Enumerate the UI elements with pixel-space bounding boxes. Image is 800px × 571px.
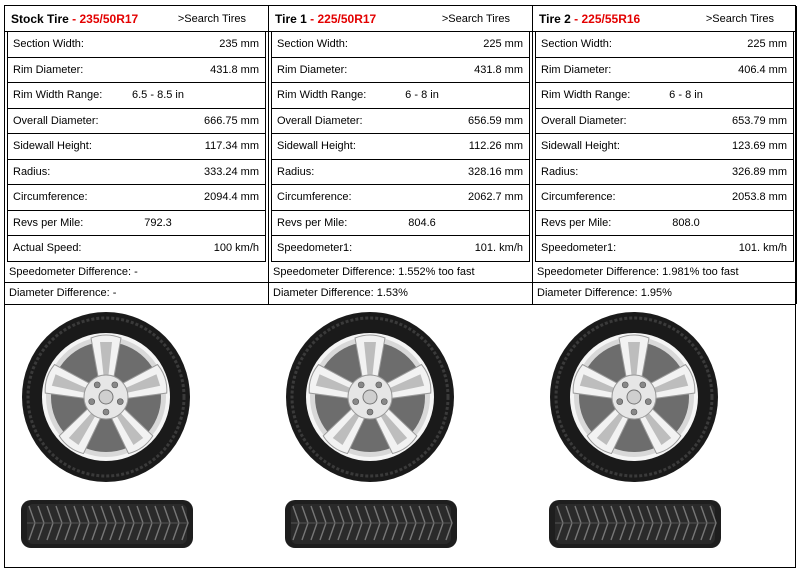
spec-label: Revs per Mile: — [277, 216, 348, 229]
spec-value: 6 - 8 in — [405, 89, 439, 101]
spec-label: Overall Diameter: — [541, 114, 627, 127]
spec-value: 792.3 — [144, 216, 172, 229]
spec-label: Rim Width Range: — [277, 89, 367, 101]
spec-row — [535, 160, 794, 186]
spec-row — [7, 236, 266, 262]
column-title: Tire 2 - 225/55R16 — [539, 12, 641, 26]
spec-value: 804.6 — [408, 216, 436, 229]
spec-row — [7, 83, 266, 109]
spec-row — [535, 211, 794, 237]
diameter-difference-text: Diameter Difference: - — [9, 286, 117, 299]
spec-label: Sidewall Height: — [13, 140, 92, 152]
spec-value: 808.0 — [672, 216, 700, 229]
spec-row — [535, 83, 794, 109]
tire-tread-icon — [283, 498, 459, 550]
column-header — [269, 6, 532, 32]
diameter-difference — [5, 283, 268, 303]
spec-row — [271, 134, 530, 160]
spec-row — [535, 236, 794, 262]
spec-value: 656.59 mm — [467, 114, 523, 127]
speedometer-difference — [533, 262, 796, 283]
column-title: Tire 1 - 225/50R17 — [275, 12, 377, 26]
spec-row — [535, 109, 794, 135]
spec-label: Radius: — [277, 165, 315, 178]
tire-tread-icon — [547, 498, 723, 550]
spec-value: 666.75 mm — [203, 114, 259, 127]
spec-value: 100 km/h — [213, 242, 259, 254]
speedometer-difference-text: Speedometer Difference: 1.552% too fast — [273, 265, 475, 278]
spec-row — [271, 109, 530, 135]
spec-label: Overall Diameter: — [277, 114, 363, 127]
spec-row — [271, 185, 530, 211]
spec-label: Revs per Mile: — [541, 216, 612, 229]
spec-value: 112.26 mm — [468, 140, 523, 152]
speedometer-difference — [5, 262, 268, 283]
spec-row — [7, 134, 266, 160]
spec-row — [7, 32, 266, 58]
column-title: Stock Tire - 235/50R17 — [11, 12, 139, 26]
tire-images-panel — [5, 304, 795, 567]
spec-label: Speedometer1: — [541, 242, 617, 254]
spec-label: Section Width: — [277, 38, 348, 50]
spec-row — [535, 58, 794, 84]
column-header — [5, 6, 268, 32]
spec-value: 326.89 mm — [731, 165, 787, 178]
speedometer-difference-text: Speedometer Difference: 1.981% too fast — [537, 265, 739, 278]
spec-label: Rim Width Range: — [13, 89, 103, 101]
spec-label: Radius: — [13, 165, 51, 178]
spec-label: Rim Diameter: — [541, 63, 612, 76]
tire-title-label: Tire 2 — [539, 12, 571, 26]
spec-value: 235 mm — [219, 38, 259, 50]
spec-value: 123.69 mm — [731, 140, 787, 152]
spec-value: 431.8 mm — [210, 63, 259, 76]
tire-size-label: 225/55R16 — [581, 12, 641, 26]
spec-value: 101. km/h — [738, 242, 787, 254]
spec-row — [7, 160, 266, 186]
spec-row — [7, 185, 266, 211]
spec-label: Circumference: — [541, 191, 616, 203]
spec-value: 2053.8 mm — [731, 191, 787, 203]
spec-row — [7, 211, 266, 237]
spec-row — [271, 211, 530, 237]
spec-row — [7, 58, 266, 84]
diameter-difference-text: Diameter Difference: 1.53% — [273, 286, 408, 299]
spec-row — [271, 160, 530, 186]
spec-value: 431.8 mm — [474, 63, 523, 76]
spec-label: Overall Diameter: — [13, 114, 99, 127]
spec-value: 117.34 mm — [204, 140, 259, 152]
spec-row — [271, 236, 530, 262]
search-tires-link[interactable]: >Search Tires — [177, 13, 246, 25]
tire-image-set — [5, 305, 269, 568]
spec-label: Sidewall Height: — [541, 140, 620, 152]
diameter-difference — [269, 283, 532, 303]
search-tires-link[interactable]: >Search Tires — [705, 13, 774, 25]
spec-row — [535, 32, 794, 58]
spec-value: 6.5 - 8.5 in — [132, 89, 184, 101]
spec-row — [535, 185, 794, 211]
tire-size-label: 235/50R17 — [79, 12, 139, 26]
spec-value: 6 - 8 in — [669, 89, 703, 101]
spec-label: Revs per Mile: — [13, 216, 84, 229]
spec-value: 2062.7 mm — [467, 191, 523, 203]
tire-column-2 — [533, 6, 797, 304]
tire-image-set — [269, 305, 533, 568]
tire-tread-icon — [19, 498, 195, 550]
tire-comparison-grid — [4, 5, 796, 568]
spec-row — [271, 58, 530, 84]
tire-image-set — [533, 305, 797, 568]
tire-title-label: Tire 1 — [275, 12, 307, 26]
search-tires-link[interactable]: >Search Tires — [441, 13, 510, 25]
spec-value: 406.4 mm — [738, 63, 787, 76]
spec-value: 328.16 mm — [467, 165, 523, 178]
spec-label: Sidewall Height: — [277, 140, 356, 152]
column-header — [533, 6, 796, 32]
spec-label: Section Width: — [13, 38, 84, 50]
spec-value: 225 mm — [483, 38, 523, 50]
spec-label: Rim Diameter: — [277, 63, 348, 76]
diameter-difference — [533, 283, 796, 303]
spec-row — [535, 134, 794, 160]
diameter-difference-text: Diameter Difference: 1.95% — [537, 286, 672, 299]
tire-title-label: Stock Tire — [11, 12, 69, 26]
speedometer-difference — [269, 262, 532, 283]
tire-wheel-icon — [549, 311, 719, 483]
speedometer-difference-text: Speedometer Difference: - — [9, 265, 138, 278]
tire-size-label: 225/50R17 — [317, 12, 377, 26]
spec-value: 653.79 mm — [731, 114, 787, 127]
spec-label: Rim Width Range: — [541, 89, 631, 101]
spec-label: Circumference: — [13, 191, 88, 203]
spec-value: 225 mm — [747, 38, 787, 50]
spec-label: Rim Diameter: — [13, 63, 84, 76]
spec-label: Radius: — [541, 165, 579, 178]
spec-label: Actual Speed: — [13, 242, 82, 254]
spec-label: Circumference: — [277, 191, 352, 203]
spec-label: Section Width: — [541, 38, 612, 50]
spec-value: 101. km/h — [474, 242, 523, 254]
tire-column-stock — [5, 6, 269, 304]
spec-row — [271, 32, 530, 58]
spec-row — [271, 83, 530, 109]
tire-column-1 — [269, 6, 533, 304]
spec-value: 333.24 mm — [203, 165, 259, 178]
spec-label: Speedometer1: — [277, 242, 353, 254]
tire-wheel-icon — [285, 311, 455, 483]
spec-row — [7, 109, 266, 135]
spec-value: 2094.4 mm — [203, 191, 259, 203]
tire-wheel-icon — [21, 311, 191, 483]
